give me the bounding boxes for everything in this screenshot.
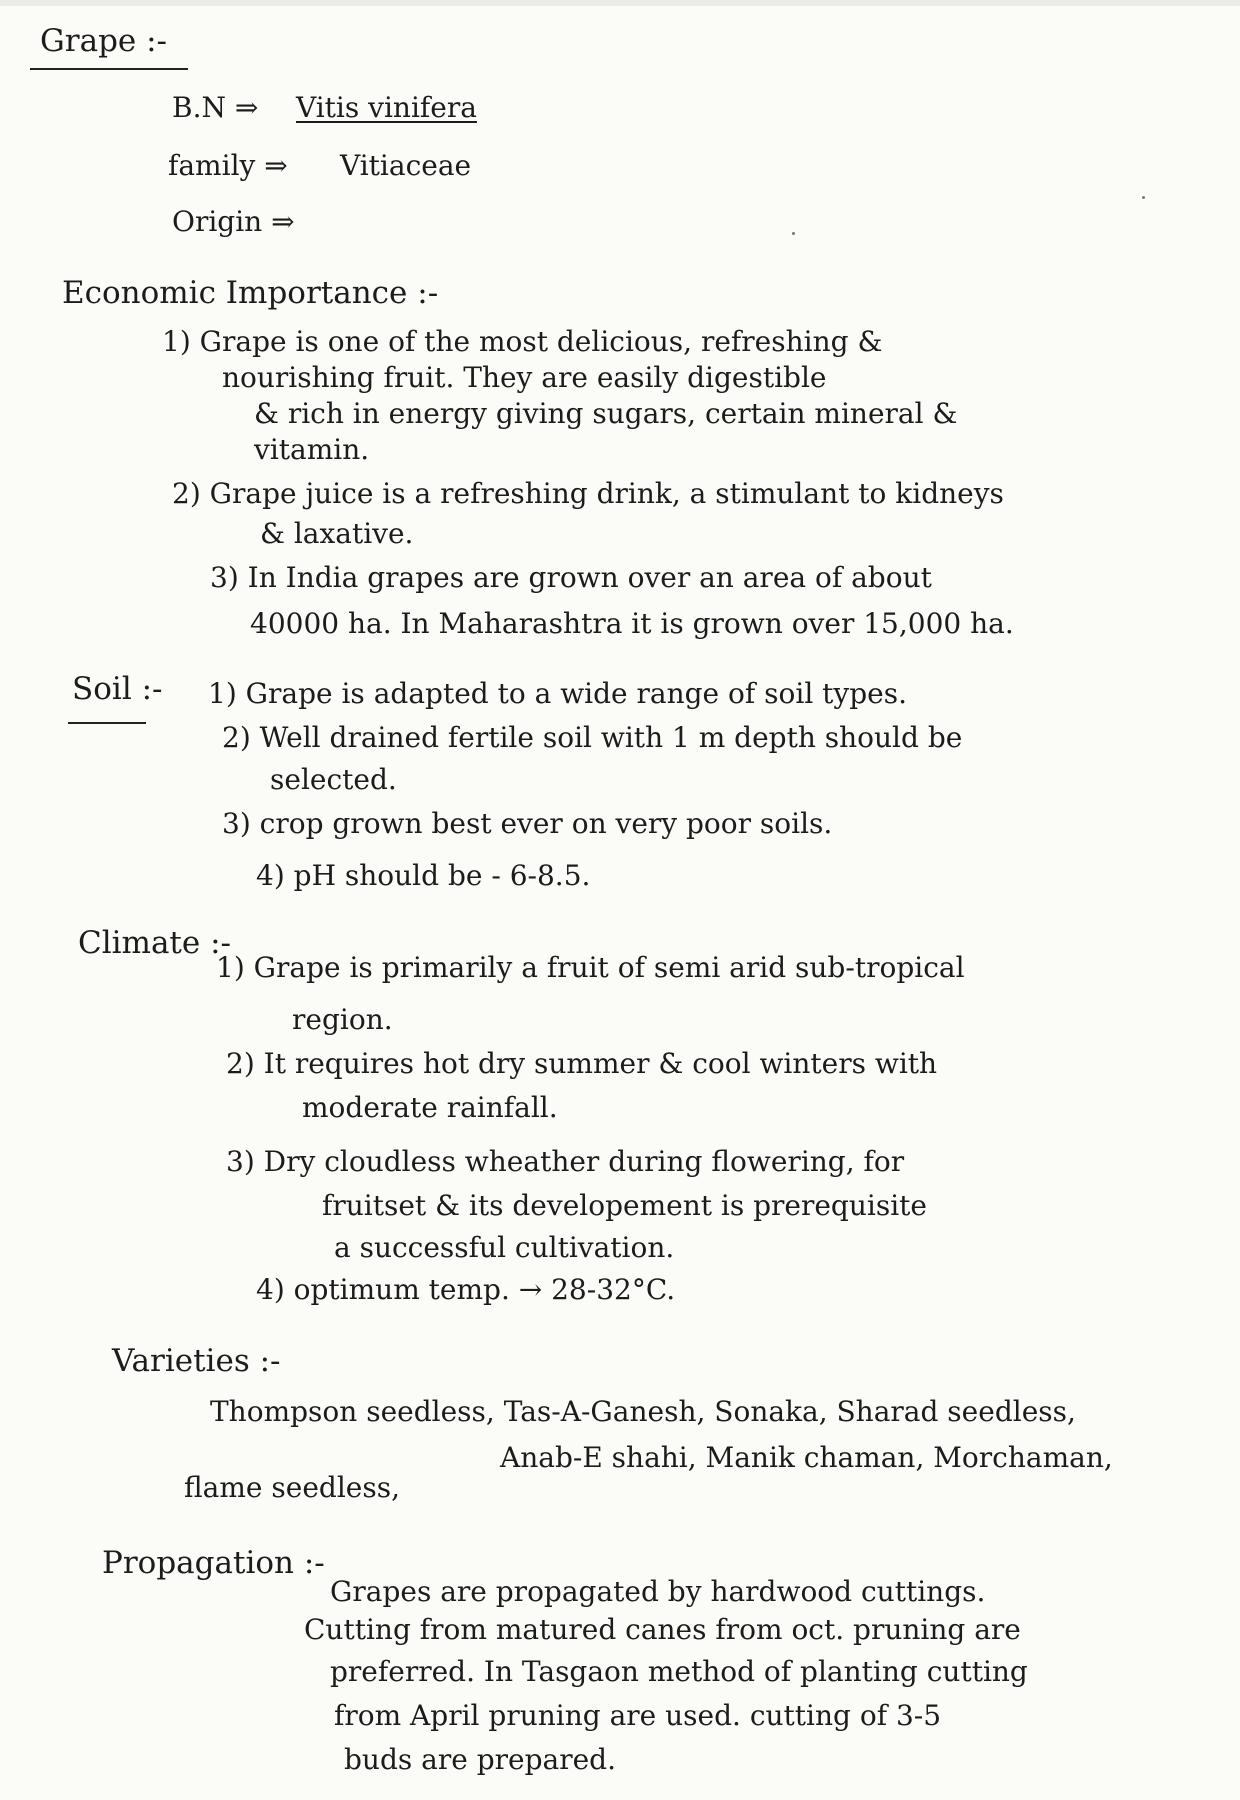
climate-line: 1) Grape is primarily a fruit of semi arid sub-tropical — [216, 951, 965, 984]
climate-line: fruitset & its developement is prerequisite — [322, 1189, 927, 1222]
economic-line: vitamin. — [254, 433, 370, 466]
family-value: Vitiaceae — [340, 149, 472, 182]
economic-line: 40000 ha. In Maharashtra it is grown over 15,000 ha. — [250, 607, 1014, 640]
paper-speck — [1142, 196, 1145, 199]
soil-heading: Soil :- — [72, 671, 163, 707]
propagation-line: preferred. In Tasgaon method of planting cutting — [330, 1655, 1028, 1688]
propagation-heading: Propagation :- — [102, 1545, 325, 1581]
economic-line: & laxative. — [260, 517, 414, 550]
climate-line: moderate rainfall. — [302, 1091, 558, 1124]
soil-line: selected. — [270, 763, 397, 796]
bn-label: B.N ⇒ — [172, 91, 259, 124]
title-underline — [30, 68, 188, 70]
economic-heading: Economic Importance :- — [62, 275, 439, 311]
varieties-heading: Varieties :- — [112, 1343, 281, 1379]
soil-line: 4) pH should be - 6-8.5. — [256, 859, 591, 892]
climate-line: region. — [292, 1003, 393, 1036]
soil-line: 1) Grape is adapted to a wide range of soil types. — [208, 677, 908, 710]
economic-line: nourishing fruit. They are easily digestible — [222, 361, 827, 394]
economic-line: 1) Grape is one of the most delicious, refreshing & — [162, 325, 883, 358]
soil-line: 2) Well drained fertile soil with 1 m depth should be — [222, 721, 963, 754]
soil-line: 3) crop grown best ever on very poor soils. — [222, 807, 833, 840]
propagation-line: buds are prepared. — [344, 1743, 616, 1776]
bn-value: Vitis vinifera — [296, 91, 477, 124]
economic-line: 2) Grape juice is a refreshing drink, a stimulant to kidneys — [172, 477, 1004, 510]
economic-line: & rich in energy giving sugars, certain mineral & — [254, 397, 958, 430]
climate-line: 4) optimum temp. → 28-32°C. — [256, 1273, 676, 1306]
soil-underline — [68, 722, 146, 724]
origin-label: Origin ⇒ — [172, 205, 295, 238]
propagation-line: Grapes are propagated by hardwood cuttings. — [330, 1575, 986, 1608]
economic-line: 3) In India grapes are grown over an area of about — [210, 561, 932, 594]
varieties-line: flame seedless, — [184, 1471, 400, 1504]
page-title: Grape :- — [40, 23, 168, 59]
climate-line: 3) Dry cloudless wheather during flowering, for — [226, 1145, 905, 1178]
page-top-edge — [0, 0, 1240, 6]
varieties-line: Anab-E shahi, Manik chaman, Morchaman, — [500, 1441, 1113, 1474]
family-label: family ⇒ — [168, 149, 288, 182]
climate-heading: Climate :- — [78, 925, 232, 961]
climate-line: 2) It requires hot dry summer & cool winters with — [226, 1047, 938, 1080]
propagation-line: Cutting from matured canes from oct. pruning are — [304, 1613, 1021, 1646]
propagation-line: from April pruning are used. cutting of 3-5 — [334, 1699, 942, 1732]
varieties-line: Thompson seedless, Tas-A-Ganesh, Sonaka, Sharad seedless, — [210, 1395, 1076, 1428]
paper-speck — [792, 232, 795, 235]
climate-line: a successful cultivation. — [334, 1231, 675, 1264]
